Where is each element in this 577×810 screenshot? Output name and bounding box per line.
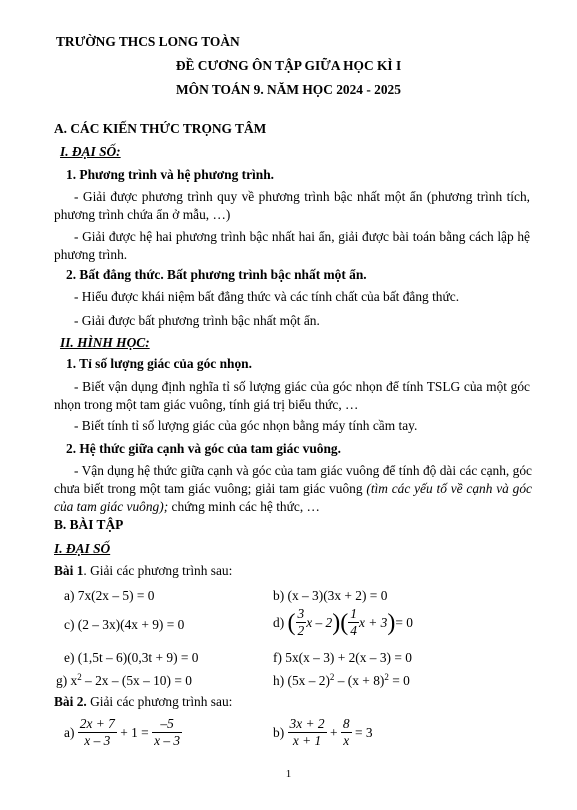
- paren-close: ): [387, 609, 396, 636]
- algebra-heading: I. ĐẠI SỐ:: [60, 144, 121, 159]
- paragraph: - Giải được phương trình quy về phương trình bậc nhất một ẩn (phương trình tích, phương trình chứa ẩn ở mẫu, …): [54, 189, 530, 222]
- exponent: 2: [329, 672, 335, 682]
- exercise-1-text: . Giải các phương trình sau:: [83, 563, 233, 578]
- expression: h) (5x – 2): [273, 673, 330, 688]
- equation-2b: [273, 716, 373, 749]
- equation-2a: [64, 716, 182, 749]
- expression: + 1 =: [120, 724, 149, 740]
- numerator: 1: [350, 606, 357, 621]
- equation-rhs: = 0: [395, 614, 413, 630]
- fraction: [296, 606, 307, 639]
- exponent: 2: [77, 672, 82, 682]
- section-b-heading: B. BÀI TẬP: [54, 517, 124, 532]
- paren-open: (: [340, 609, 349, 636]
- numerator: 3x + 2: [289, 716, 325, 731]
- equation-1f: f) 5x(x – 3) + 2(x – 3) = 0: [273, 650, 412, 665]
- equation-1a: a) 7x(2x – 5) = 0: [64, 588, 155, 603]
- expression: – (x + 8): [334, 673, 385, 688]
- fraction: [78, 716, 117, 749]
- equation-1g: [56, 672, 192, 689]
- topic-equations: 1. Phương trình và hệ phương trình.: [66, 167, 274, 182]
- denominator: x – 3: [154, 733, 181, 748]
- paragraph: - Biết tính tỉ số lượng giác của góc nhọn bằng máy tính cầm tay.: [74, 418, 418, 433]
- school-name: TRƯỜNG THCS LONG TOÀN: [56, 34, 240, 49]
- paragraph: - Hiểu được khái niệm bất đẳng thức và các tính chất của bất đẳng thức.: [74, 289, 460, 304]
- equation-1b: b) (x – 3)(3x + 2) = 0: [273, 588, 388, 603]
- fraction: [152, 716, 182, 749]
- denominator: x: [341, 732, 352, 749]
- exercise-2-label: Bài 2.: [54, 694, 87, 709]
- paragraph: - Giải được hệ hai phương trình bậc nhất hai ẩn, giải được bài toán bằng cách lập hệ phương trình.: [54, 229, 530, 262]
- document-subtitle: MÔN TOÁN 9. NĂM HỌC 2024 - 2025: [176, 82, 401, 97]
- denominator: x – 3: [78, 732, 117, 749]
- exercise-1-label: Bài 1: [54, 563, 84, 578]
- paragraph-part: chứng minh các hệ thức, …: [171, 499, 320, 514]
- operator: +: [329, 724, 338, 740]
- section-a-heading: A. CÁC KIẾN THỨC TRỌNG TÂM: [54, 121, 267, 136]
- denominator: x + 1: [288, 732, 327, 749]
- equation-1e: e) (1,5t – 6)(0,3t + 9) = 0: [64, 650, 199, 665]
- paragraph: - Biết vận dụng định nghĩa tỉ số lượng giác của góc nhọn để tính TSLG của một góc nhọn trong một tam giác vuông, tính giá trị biểu thức, …: [54, 379, 530, 412]
- fraction: [288, 716, 327, 749]
- page-number: 1: [285, 768, 292, 780]
- exercise-2-text: Giải các phương trình sau:: [86, 694, 233, 709]
- exponent: 2: [384, 672, 389, 682]
- equation-label: d): [273, 614, 285, 630]
- paragraph: [54, 462, 532, 516]
- paren-close: ): [332, 609, 341, 636]
- numerator: –5: [160, 716, 174, 731]
- numerator: 2x + 7: [79, 716, 115, 731]
- fraction: [341, 716, 352, 749]
- numerator: 3: [297, 606, 305, 621]
- topic-trig-ratios: 1. Tỉ số lượng giác của góc nhọn.: [66, 356, 252, 371]
- expression: x + 3: [358, 614, 388, 630]
- expression: – 2x – (5x – 10) = 0: [81, 673, 192, 688]
- equation-rhs: = 3: [354, 724, 373, 740]
- paren-open: (: [287, 609, 296, 636]
- expression: x – 2: [306, 614, 333, 630]
- topic-right-triangle: 2. Hệ thức giữa cạnh và góc của tam giác vuông.: [66, 441, 341, 456]
- paragraph-part: - Vận dụng hệ thức giữa cạnh và góc của tam giác vuông để tính độ dài các cạnh, góc chưa biết trong một tam giác vuông; giải tam giác vuông: [54, 463, 532, 496]
- paragraph: - Giải được bất phương trình bậc nhất một ẩn.: [74, 313, 320, 328]
- equation-label: b): [273, 724, 285, 740]
- document-title: ĐỀ CƯƠNG ÔN TẬP GIỮA HỌC KÌ I: [175, 58, 402, 73]
- numerator: 8: [342, 716, 350, 731]
- expression: g) x: [56, 673, 78, 688]
- paragraph-italic: (tìm các yếu tố về cạnh và góc của tam giác vuông);: [54, 481, 532, 514]
- geometry-heading: II. HÌNH HỌC:: [60, 335, 150, 350]
- expression: = 0: [388, 673, 410, 688]
- fraction: [348, 606, 359, 639]
- equation-1h: [273, 672, 410, 689]
- equation-label: a): [64, 724, 75, 740]
- topic-inequalities: 2. Bất đẳng thức. Bất phương trình bậc nhất một ẩn.: [66, 267, 367, 282]
- exercise-1-title: [54, 563, 232, 579]
- equation-1c: c) (2 – 3x)(4x + 9) = 0: [64, 617, 185, 632]
- equation-1d: [273, 606, 413, 639]
- denominator: 2: [297, 623, 305, 638]
- exercise-2-title: [54, 694, 232, 710]
- denominator: 4: [350, 623, 357, 638]
- exercise-algebra-heading: I. ĐẠI SỐ: [54, 541, 111, 556]
